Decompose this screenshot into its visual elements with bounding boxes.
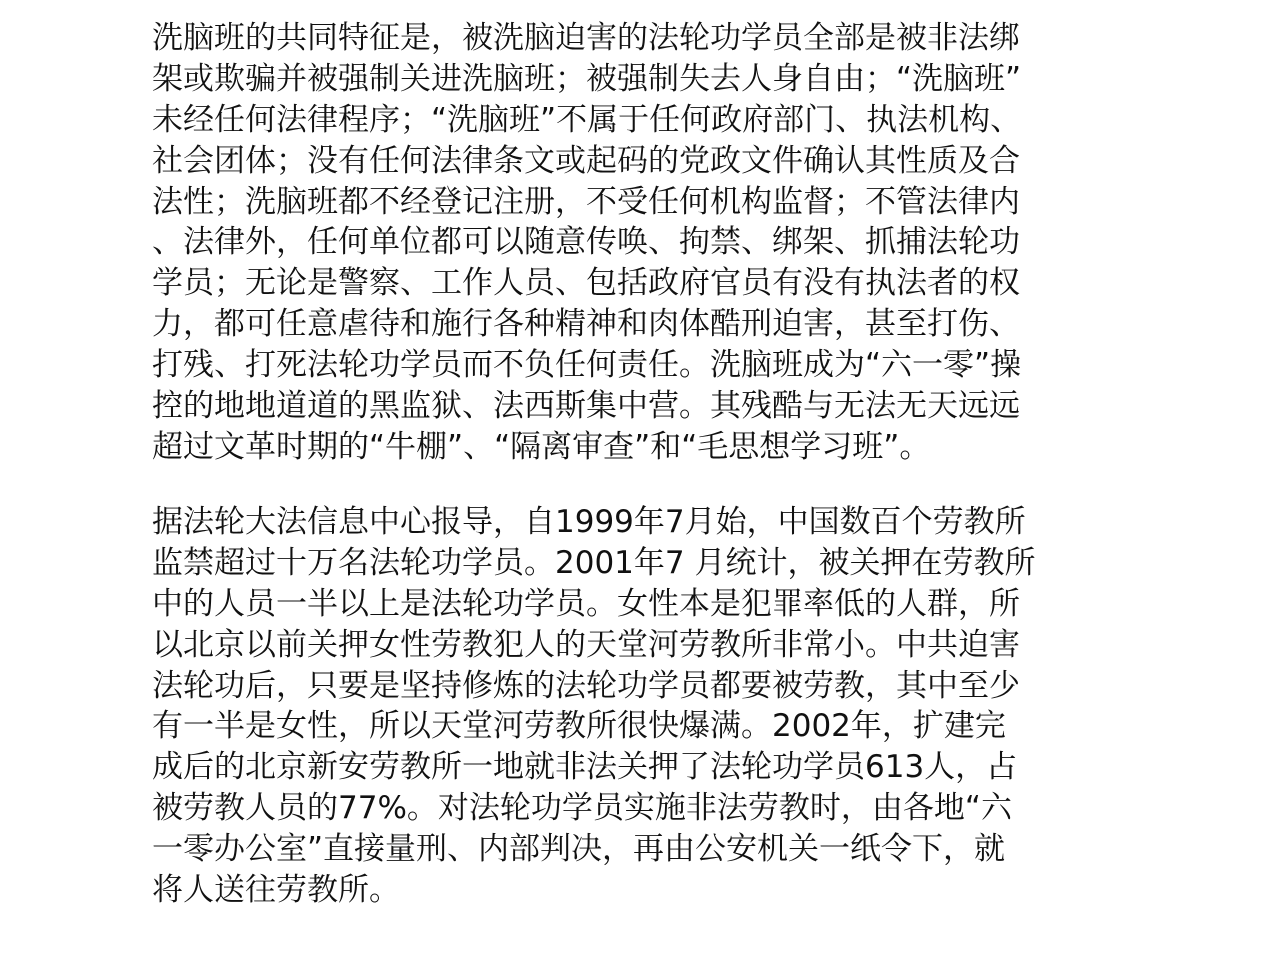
paragraph-line: 法轮功后，只要是坚持修炼的法轮功学员都要被劳教，其中至少 (152, 667, 1020, 704)
paragraph-line: 社会团体；没有任何法律条文或起码的党政文件确认其性质及合 (152, 142, 1020, 179)
paragraph-line: 打残、打死法轮功学员而不负任何责任。洗脑班成为“六一零”操 (152, 347, 1022, 384)
paragraph-line: 超过文革时期的“牛棚”、“隔离审查”和“毛思想学习班”。 (152, 428, 931, 465)
paragraph-line: 一零办公室”直接量刑、内部判决，再由公安机关一纸令下，就 (152, 831, 1006, 868)
paragraph-line: 成后的北京新安劳教所一地就非法关押了法轮功学员613人，占 (152, 749, 1018, 786)
paragraph-line: 中的人员一半以上是法轮功学员。女性本是犯罪率低的人群，所 (152, 585, 1020, 622)
paragraph-line: 架或欺骗并被强制关进洗脑班；被强制失去人身自由；“洗脑班” (152, 60, 1022, 97)
paragraph-line: 有一半是女性，所以天堂河劳教所很快爆满。2002年，扩建完 (152, 708, 1006, 745)
paragraph-line: 以北京以前关押女性劳教犯人的天堂河劳教所非常小。中共迫害 (152, 626, 1020, 663)
paragraph-brainwashing-classes (152, 18, 1112, 468)
paragraph-line: 据法轮大法信息中心报导，自1999年7月始，中国数百个劳教所 (152, 504, 1026, 540)
paragraph-line: 法性；洗脑班都不经登记注册，不受任何机构监督；不管法律内 (152, 183, 1020, 220)
paragraph-line: 被劳教人员的77%。对法轮功学员实施非法劳教时，由各地“六 (152, 790, 1012, 827)
paragraph-line: 学员；无论是警察、工作人员、包括政府官员有没有执法者的权 (152, 265, 1020, 302)
paragraph-line: 、法律外，任何单位都可以随意传唤、拘禁、绑架、抓捕法轮功 (152, 224, 1020, 261)
paragraph-labor-camps (152, 502, 1112, 911)
paragraph-line: 力，都可任意虐待和施行各种精神和肉体酷刑迫害，甚至打伤、 (152, 306, 1020, 343)
paragraph-line: 将人送往劳教所。 (152, 872, 400, 909)
paragraph-line: 洗脑班的共同特征是，被洗脑迫害的法轮功学员全部是被非法绑 (152, 20, 1020, 56)
paragraph-line: 监禁超过十万名法轮功学员。2001年7 月统计，被关押在劳教所 (152, 544, 1036, 581)
paragraph-line: 未经任何法律程序；“洗脑班”不属于任何政府部门、执法机构、 (152, 101, 1022, 138)
paragraph-line: 控的地地道道的黑监狱、法西斯集中营。其残酷与无法无天远远 (152, 388, 1020, 425)
